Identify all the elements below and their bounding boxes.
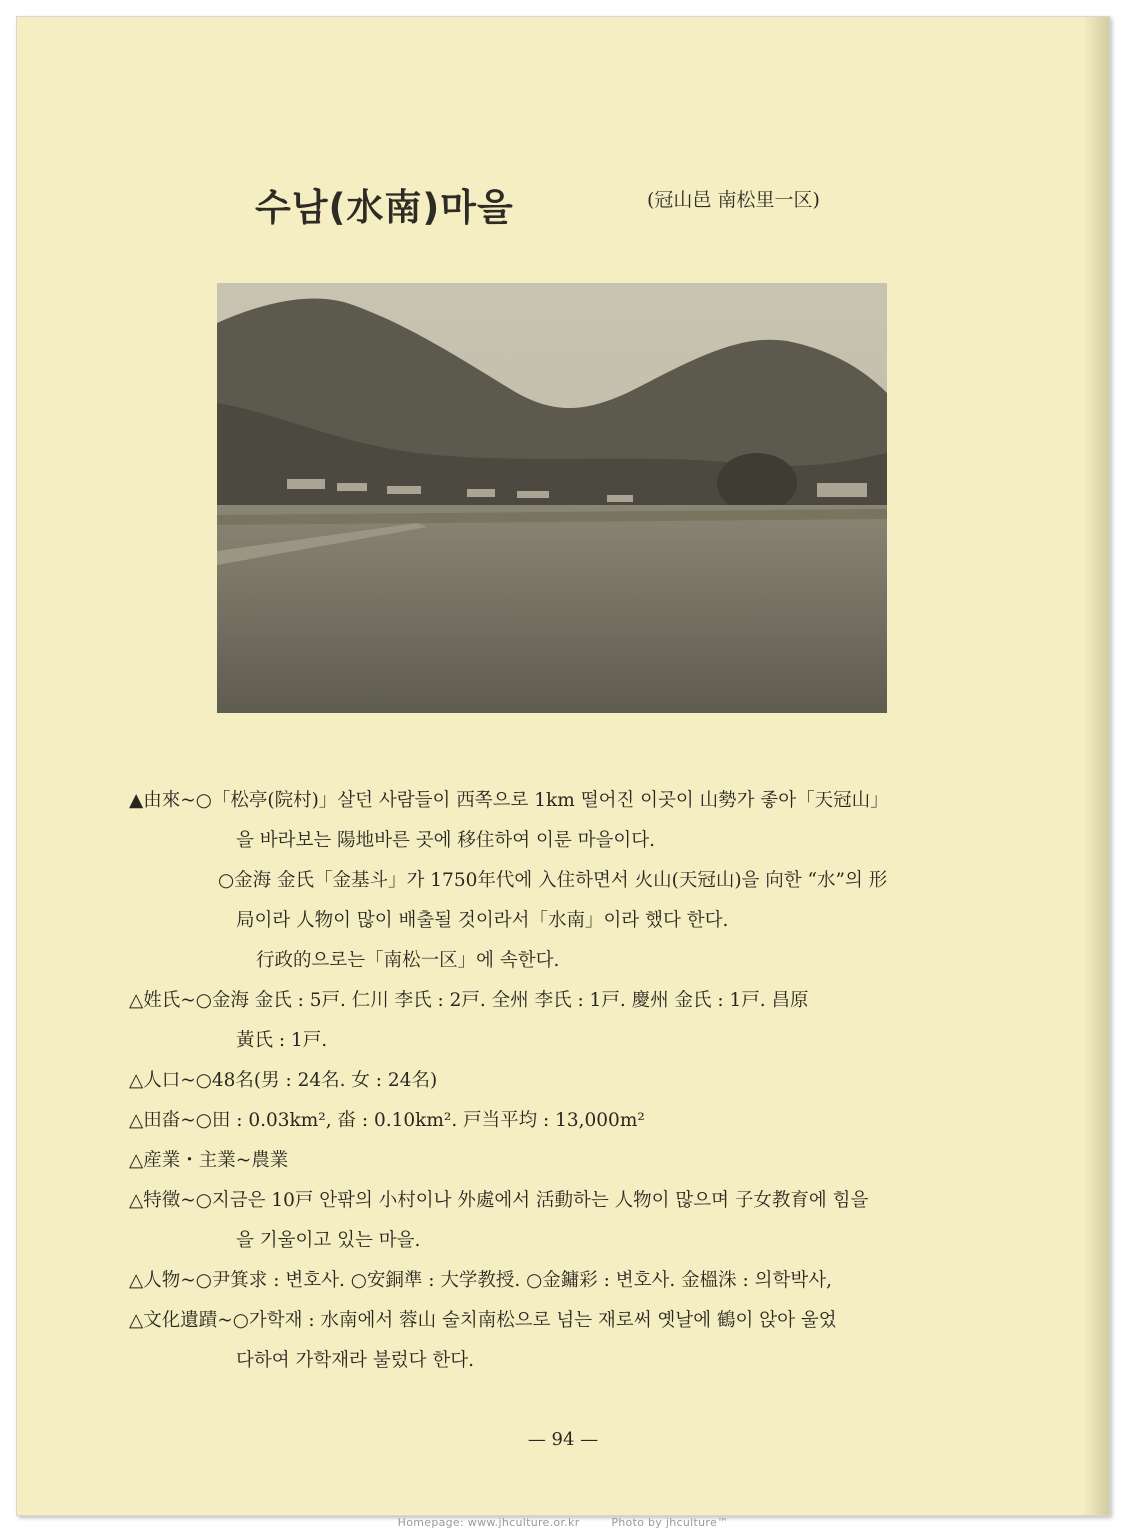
entry-heritage-line1: △文化遺蹟~○가학재 : 水南에서 蓉山 술치南松으로 넘는 재로써 옛날에 鶴이 앉아 울었 — [129, 1310, 837, 1331]
village-photo — [217, 283, 887, 713]
entry-origin-line2: 을 바라보는 陽地바른 곳에 移住하여 이룬 마을이다. — [236, 830, 655, 851]
entry-origin-line4: 局이라 人物이 많이 배출될 것이라서「水南」이라 했다 한다. — [236, 910, 729, 931]
entry-origin-line3: ○金海 金氏「金基斗」가 1750年代에 入住하면서 火山(天冠山)을 向한 “水”의 形 — [218, 870, 888, 891]
scanned-page — [16, 16, 1110, 1516]
entry-farmland: △田畓~○田 : 0.03km², 畓 : 0.10km². 戸当平均 : 13,000m² — [129, 1110, 645, 1131]
entry-people: △人物~○尹箕求 : 변호사. ○安銅準 : 大学教授. ○金鏞彩 : 변호사. 金榲洙 : 의학박사, — [129, 1270, 833, 1291]
page-subtitle: (冠山邑 南松里一区) — [647, 189, 820, 211]
entry-surnames-line2: 黃氏 : 1戸. — [236, 1030, 328, 1051]
entries-text — [129, 781, 1049, 1381]
entry-features-line1: △特徵~○지금은 10戸 안팎의 小村이나 外處에서 活動하는 人物이 많으며 子女教育에 힘을 — [129, 1190, 869, 1211]
entry-heritage-line2: 다하여 가학재라 불렀다 한다. — [236, 1350, 474, 1371]
entry-features-line2: 을 기울이고 있는 마을. — [236, 1230, 421, 1251]
entry-surnames-line1: △姓氏~○金海 金氏 : 5戸. 仁川 李氏 : 2戸. 全州 李氏 : 1戸. 慶州 金氏 : 1戸. 昌原 — [129, 990, 809, 1011]
entry-origin-line1: ▲由來~○「松亭(院村)」살던 사람들이 西쪽으로 1km 떨어진 이곳이 山勢가 좋아「天冠山」 — [129, 790, 889, 811]
footer-homepage: Homepage: www.jhculture.or.kr — [397, 1516, 580, 1529]
page-spine-shadow — [1083, 17, 1109, 1515]
entry-industry: △産業・主業~農業 — [129, 1150, 289, 1171]
page-number: — 94 — — [527, 1429, 599, 1450]
footer — [0, 1516, 1126, 1529]
page-title: 수남(水南)마을 — [255, 186, 514, 229]
entry-population: △人口~○48名(男 : 24名. 女 : 24名) — [129, 1070, 438, 1091]
entry-origin-line5: 行政的으로는「南松一区」에 속한다. — [256, 950, 560, 971]
footer-photo-credit: Photo by jhculture™ — [611, 1516, 729, 1529]
